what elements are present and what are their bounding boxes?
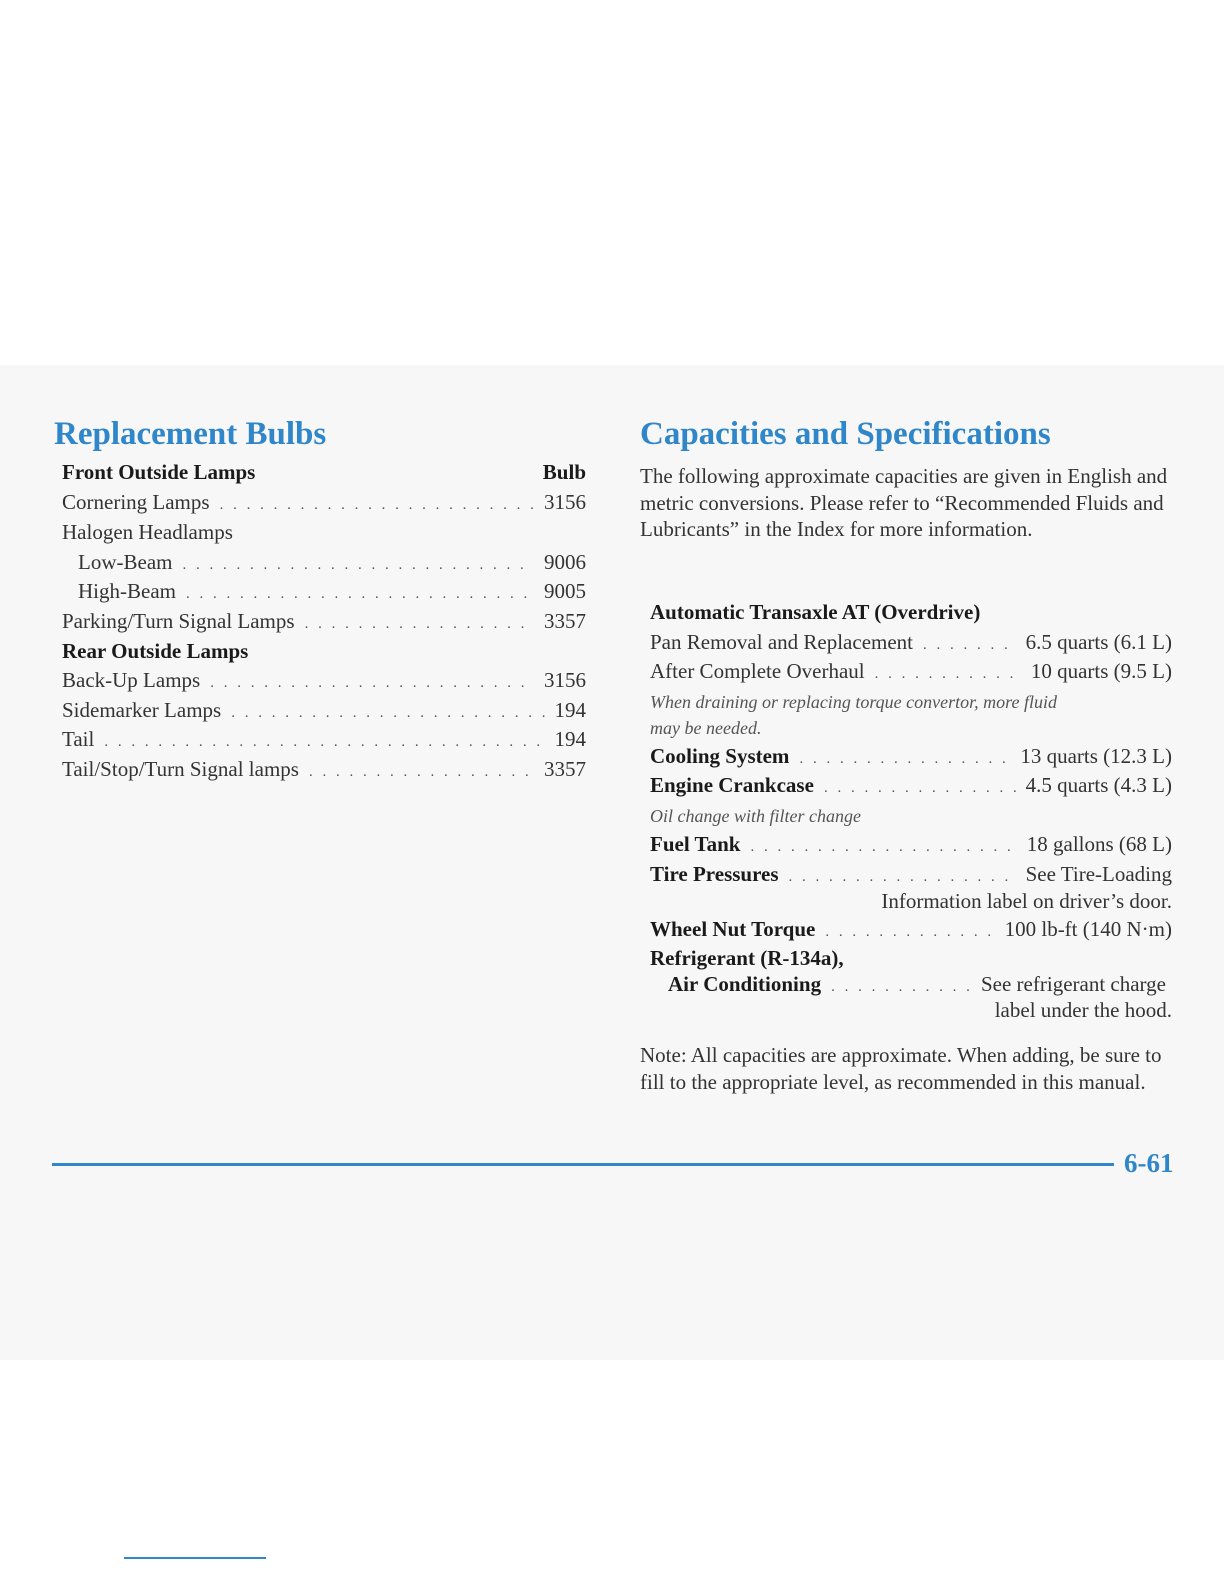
bulb-value: 3156 xyxy=(544,668,586,692)
bottom-rule xyxy=(124,1557,266,1559)
bulb-row-sidemarker xyxy=(62,696,586,725)
spec-label: After Complete Overhaul xyxy=(650,659,865,683)
crankcase-note xyxy=(650,802,1172,831)
bulb-label: Back-Up Lamps xyxy=(62,668,201,692)
note-text: may be needed. xyxy=(650,718,762,738)
spec-row-cooling xyxy=(650,742,1172,771)
rear-outside-header-row xyxy=(62,637,586,666)
spec-value: 13 quarts (12.3 L) xyxy=(1020,744,1172,768)
halogen-row xyxy=(62,518,586,547)
dot-leader xyxy=(231,699,544,728)
spec-value: 10 quarts (9.5 L) xyxy=(1030,659,1172,683)
bulb-label: Tail/Stop/Turn Signal lamps xyxy=(62,757,299,781)
dot-leader xyxy=(220,491,534,520)
bulb-label: Sidemarker Lamps xyxy=(62,698,222,722)
spec-value: 18 gallons (68 L) xyxy=(1026,832,1172,856)
bulb-value: 194 xyxy=(554,698,586,722)
bulb-row-parking xyxy=(62,607,586,636)
dot-leader xyxy=(309,758,534,787)
spec-label: Engine Crankcase xyxy=(650,773,814,797)
bulb-label: Cornering Lamps xyxy=(62,490,210,514)
spec-label: Air Conditioning xyxy=(668,972,822,996)
front-outside-header-row xyxy=(62,458,586,487)
spec-label: Cooling System xyxy=(650,744,790,768)
bulb-label: High-Beam xyxy=(78,579,176,603)
replacement-bulbs-heading: Replacement Bulbs xyxy=(54,416,327,452)
spec-value-continued: label under the hood. xyxy=(994,998,1172,1022)
spec-row-pan xyxy=(650,628,1172,657)
spec-row-wheel-nut xyxy=(650,915,1172,944)
transaxle-note-line-1 xyxy=(650,688,1172,717)
capacities-note: Note: All capacities are approximate. When adding, be sure to fill to the appropriate level, as recommended in this manual. xyxy=(640,1043,1162,1094)
bulb-label: Parking/Turn Signal Lamps xyxy=(62,609,295,633)
spec-row-tires-cont xyxy=(650,887,1172,916)
spec-value: 4.5 quarts (4.3 L) xyxy=(1025,773,1172,797)
bulb-column-header: Bulb xyxy=(542,460,586,484)
dot-leader xyxy=(186,580,534,609)
front-outside-header: Front Outside Lamps xyxy=(62,460,256,484)
dot-leader xyxy=(750,833,1016,862)
bulb-label: Low-Beam xyxy=(78,550,173,574)
transaxle-note-line-2 xyxy=(650,714,1172,743)
refrigerant-header-row xyxy=(650,944,1172,973)
spec-value: 6.5 quarts (6.1 L) xyxy=(1025,630,1172,654)
bulb-value: 9006 xyxy=(544,550,586,574)
spec-value: See refrigerant charge xyxy=(980,972,1166,996)
bulb-value: 3156 xyxy=(544,490,586,514)
dot-leader xyxy=(210,669,534,698)
dot-leader xyxy=(305,610,534,639)
bulb-value: 3357 xyxy=(544,757,586,781)
bulb-row-tail-stop xyxy=(62,755,586,784)
spec-label: Pan Removal and Replacement xyxy=(650,630,914,654)
dot-leader xyxy=(182,551,534,580)
capacities-heading: Capacities and Specifications xyxy=(640,416,1051,452)
dot-leader xyxy=(825,918,994,947)
note-text: Oil change with filter change xyxy=(650,806,861,826)
footer-rule xyxy=(52,1163,1114,1166)
spec-row-overhaul xyxy=(650,657,1172,686)
bulb-row-cornering xyxy=(62,488,586,517)
bulb-row-low-beam xyxy=(78,548,586,577)
bulb-value: 194 xyxy=(554,727,586,751)
spec-row-air-conditioning-cont xyxy=(650,996,1172,1025)
spec-row-fuel xyxy=(650,830,1172,859)
page-number: 6-61 xyxy=(1124,1148,1174,1178)
refrigerant-header: Refrigerant (R-134a), xyxy=(650,946,844,970)
bulb-row-backup xyxy=(62,666,586,695)
dot-leader xyxy=(104,728,544,757)
bulb-row-high-beam xyxy=(78,577,586,606)
bulb-value: 3357 xyxy=(544,609,586,633)
dot-leader xyxy=(875,660,1021,689)
spec-value-continued: Information label on driver’s door. xyxy=(881,889,1172,913)
dot-leader xyxy=(799,745,1010,774)
note-text: When draining or replacing torque convertor, more fluid xyxy=(650,692,1057,712)
spec-row-tires xyxy=(650,860,1172,889)
spec-value: 100 lb-ft (140 N·m) xyxy=(1004,917,1172,941)
spec-label: Fuel Tank xyxy=(650,832,741,856)
bulb-row-tail xyxy=(62,725,586,754)
spec-row-crankcase xyxy=(650,771,1172,800)
bulb-label: Tail xyxy=(62,727,95,751)
dot-leader xyxy=(824,774,1016,803)
spec-label: Tire Pressures xyxy=(650,862,779,886)
transaxle-header: Automatic Transaxle AT (Overdrive) xyxy=(650,600,981,624)
spec-label: Wheel Nut Torque xyxy=(650,917,816,941)
bulb-value: 9005 xyxy=(544,579,586,603)
transaxle-header-row xyxy=(650,598,1172,627)
dot-leader xyxy=(923,631,1016,660)
rear-outside-header: Rear Outside Lamps xyxy=(62,639,249,663)
spec-value: See Tire-Loading xyxy=(1025,862,1172,886)
capacities-intro: The following approximate capacities are given in English and metric conversions. Please refer to “Recommended Fluids and Lubricants” in the Index for more information. xyxy=(640,464,1168,541)
halogen-label: Halogen Headlamps xyxy=(62,520,233,544)
spec-row-air-conditioning xyxy=(668,970,1166,999)
